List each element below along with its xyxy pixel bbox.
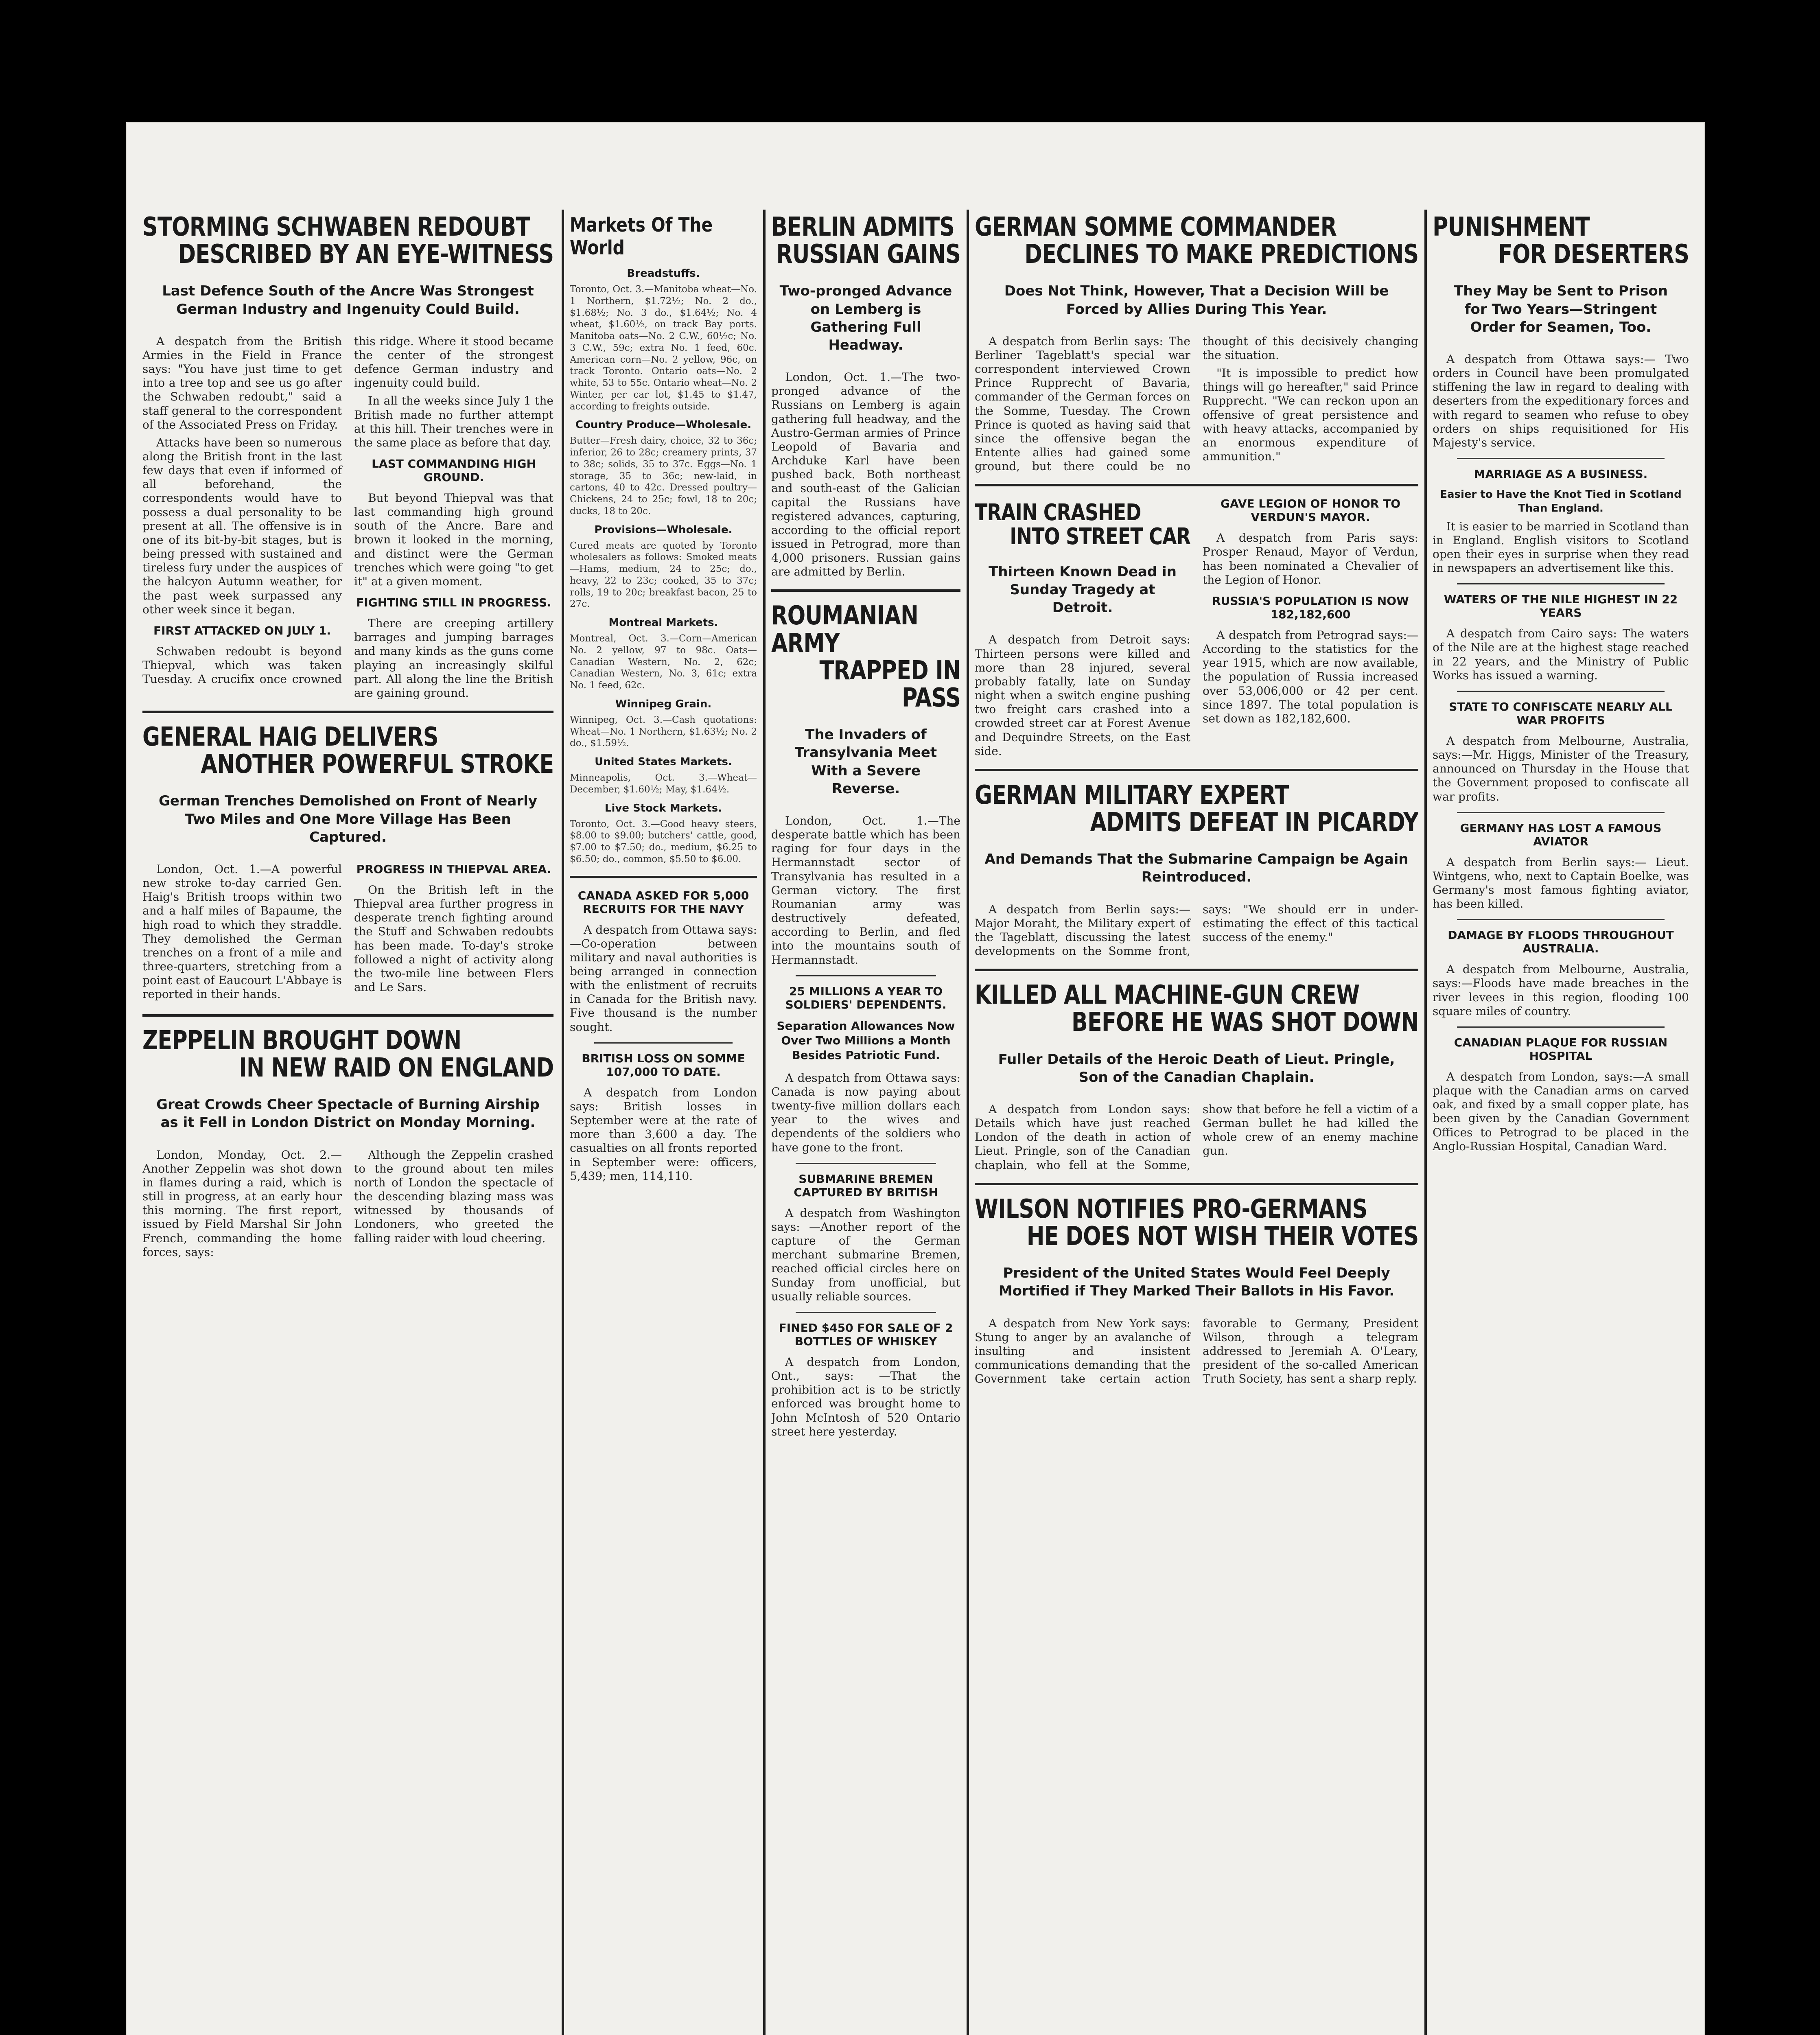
somme-loss-headline: BRITISH LOSS ON SOMME 107,000 TO DATE.: [582, 1051, 745, 1079]
headline-line1: KILLED ALL MACHINE-GUN CREW: [975, 980, 1360, 1011]
paragraph: London, Oct. 1.—The desperate battle which has been raging for four days in the Hermannstadt sector of Transylvania has resulted in a German victory. The first Roumanian army was destructively defeated, according to Berlin, and fled into the mountains south of Hermannstadt.: [771, 814, 960, 967]
schwaben-deck: Last Defence South of the Ancre Was Strongest German Industry and Ingenuity Could Build.: [162, 283, 534, 317]
paragraph: A despatch from London says: British losses in September were at the rate of more than 3,600 a day. The casualties on all fronts reported in September were: officers, 5,439; men, 114,110.: [570, 1085, 757, 1183]
paragraph: A despatch from Cairo says: The waters of the Nile are at the highest stage reached in 22 years, and the Ministry of Public Works has issued a warning.: [1433, 627, 1689, 682]
column-center: [771, 210, 960, 2035]
navy-headline: CANADA ASKED FOR 5,000 RECRUITS FOR THE NAVY: [578, 888, 749, 916]
headline-line2: ANOTHER POWERFUL STROKE: [201, 749, 553, 780]
divider: [771, 589, 960, 592]
paragraph: A despatch from Ottawa says: Canada is now paying about twenty-five million dollars each year to the wives and dependents of the soldiers who have gone to the front.: [771, 1071, 960, 1154]
markets-subhead: United States Markets.: [595, 756, 732, 768]
pringle-headline: [975, 982, 1418, 1036]
roumanian-headline: [771, 602, 960, 712]
headline-line2: RUSSIAN GAINS: [776, 239, 960, 270]
headline-line2: BEFORE HE WAS SHOT DOWN: [1071, 1007, 1418, 1038]
markets-subhead: Breadstuffs.: [627, 267, 700, 280]
paragraph: A despatch from Melbourne, Australia, says:—Mr. Higgs, Minister of the Treasury, announced on Thursday in the House that the Government proposed to confiscate all war profits.: [1433, 734, 1689, 803]
paragraph: A despatch from London says: Details which have just reached London of the death in action of Lieut. Pringle, son of the Canadian chaplain, who fell at the Somme, show that before he fell a victim of a German bullet he had killed the whole crew of an enemy machine gun.: [975, 1103, 1418, 1172]
bremen-headline: SUBMARINE BREMEN CAPTURED BY BRITISH: [794, 1172, 938, 1199]
russia-headline: RUSSIA'S POPULATION IS NOW 182,182,600: [1212, 594, 1409, 621]
headline-line1: PUNISHMENT: [1433, 212, 1590, 242]
markets-subhead: Montreal Markets.: [608, 617, 718, 629]
haig-deck: German Trenches Demolished on Front of Nearly Two Miles and One More Village Has Been Captured.: [158, 793, 538, 845]
zeppelin-deck: Great Crowds Cheer Spectacle of Burning Airship as it Fell in London District on Monday Morning.: [156, 1096, 540, 1131]
paragraph: A despatch from Ottawa says:—Co-operation between military and naval authorities is being arranged in connection with the enlistment of recruits in Canada for the British navy. Five thousand is the number sought.: [570, 923, 757, 1034]
markets-text: Cured meats are quoted by Toronto wholesalers as follows: Smoked meats—Hams, medium, 24 to 25c; do., heavy, 22 to 23c; cooked, 35 to 37c; rolls, 19 to 20c; breakfast bacon, 25 to 27c.: [570, 540, 757, 610]
schwaben-headline: [142, 214, 553, 268]
paragraph: It is easier to be married in Scotland than in England. English visitors to Scotland open their eyes in surprise when they read in newspapers an advertisement like this.: [1433, 519, 1689, 575]
subhead: PROGRESS IN THIEPVAL AREA.: [356, 862, 551, 876]
paragraph: A despatch from Melbourne, Australia, says:—Floods have made breaches in the river levees in this region, flooding 100 square miles of country.: [1433, 963, 1689, 1018]
paragraph: A despatch from London, says:—A small plaque with the Canadian arms on carved oak, and fixed by a small copper plate, has been given by the Canadian Government Offices to Petrograd to be placed in the Anglo-Russian Hospital, Canadian Ward.: [1433, 1070, 1689, 1153]
paragraph: Attacks have been so numerous along the British front in the last few days that even if informed of all beforehand, the correspondents would have to possess a dual personality to be present at all. The offensive is in one of its bit-by-bit stages, but is being pressed with sustained and tireless fury under the auspices of the halcyon Autumn weather, for the past week surpassed any other week since it began.: [142, 435, 342, 616]
headline-line2: INTO STREET CAR: [1010, 523, 1191, 550]
headline-line1: BERLIN ADMITS: [771, 212, 955, 242]
divider: [570, 876, 757, 878]
marriage-deck: Easier to Have the Knot Tied in Scotland Than England.: [1440, 488, 1682, 514]
haig-headline: [142, 724, 553, 778]
profits-headline: STATE TO CONFISCATE NEARLY ALL WAR PROFITS: [1449, 700, 1673, 727]
paragraph: A despatch from Berlin says:— Major Moraht, the Military expert of the Tageblatt, discussing the latest developments on the Somme front, says: "We should err in under-estimating the effect of this tactical success of the enemy.": [975, 902, 1418, 958]
marriage-headline: MARRIAGE AS A BUSINESS.: [1474, 467, 1648, 481]
paragraph: In all the weeks since July 1 the British made no further attempt at this hill. Their trenches were in the same place as before that day.: [354, 394, 553, 449]
divider: [975, 484, 1418, 486]
markets-text: Winnipeg, Oct. 3.—Cash quotations: Wheat—No. 1 Northern, $1.63½; No. 2 do., $1.59½.: [570, 714, 757, 749]
paragraph: London, Monday, Oct. 2.—Another Zeppelin was shot down in flames during a raid, which is still in progress, at an early hour this morning. The first report, issued by Field Marshal Sir John French, commanding the home forces, says:: [142, 1148, 342, 1259]
paragraph: A despatch from Berlin says:— Lieut. Wintgens, who, next to Captain Boelke, was Germany's most famous fighting aviator, has been killed.: [1433, 855, 1689, 911]
expert-headline: [975, 782, 1418, 836]
paragraph: Although the Zeppelin crashed to the ground about ten miles north of London the spectacle of the descending blazing mass was witnessed by thousands of Londoners, who greeted the falling raider with loud cheering.: [354, 1148, 553, 1245]
markets-text: Toronto, Oct. 3.—Manitoba wheat—No. 1 Northern, $1.72½; No. 2 do., $1.68½; No. 3 do., $1.64½; No. 4 wheat, $1.60½, on track Bay ports. Manitoba oats—No. 2 C.W., 60½c; No. 3 C.W., 59c; extra No. 1 feed, 60c. American corn—No. 2 yellow, 96c, on track Toronto. Ontario oats—No. 2 white, 53 to 55c. Ontario wheat—No. 2 Winter, per car lot, $1.45 to $1.47, according to freights outside.: [570, 284, 757, 412]
headline-line2: ADMITS DEFEAT IN PICARDY: [1090, 807, 1418, 838]
headline-line1: GERMAN MILITARY EXPERT: [975, 780, 1289, 810]
divider: [796, 1312, 936, 1313]
subhead: LAST COMMANDING HIGH GROUND.: [372, 457, 536, 484]
expert-body: [975, 903, 1418, 958]
divider: [796, 975, 936, 976]
roumanian-deck: The Invaders of Transylvania Meet With a Severe Reverse.: [794, 726, 937, 797]
haig-body: [142, 862, 553, 1004]
legion-headline: GAVE LEGION OF HONOR TO VERDUN'S MAYOR.: [1220, 497, 1400, 524]
markets-headline: Markets Of The World: [570, 214, 713, 259]
schwaben-body: [142, 335, 553, 700]
divider: [1457, 458, 1665, 459]
divider: [1457, 812, 1665, 813]
train-headline: [975, 501, 1190, 549]
headline-line1: TRAIN CRASHED: [975, 499, 1141, 526]
paragraph: A despatch from Washington says: —Another report of the capture of the German merchant submarine Bremen, reached official circles here on Sunday from unofficial, but usually reliable sources.: [771, 1206, 960, 1303]
headline-line2: FOR DESERTERS: [1498, 239, 1689, 270]
headline-line1: STORMING SCHWABEN REDOUBT: [142, 212, 530, 242]
berlin-deck: Two-pronged Advance on Lemberg is Gathering Full Headway.: [779, 283, 952, 353]
divider: [1457, 919, 1665, 920]
zeppelin-headline: [142, 1027, 553, 1082]
headline-line1: GERMAN SOMME COMMANDER: [975, 212, 1337, 242]
headline-line2: DECLINES TO MAKE PREDICTIONS: [1024, 239, 1418, 270]
headline-line1: WILSON NOTIFIES PRO-GERMANS: [975, 1194, 1367, 1224]
markets-subhead: Provisions—Wholesale.: [594, 523, 733, 536]
wilson-headline: [975, 1196, 1418, 1250]
subhead: FIRST ATTACKED ON JULY 1.: [153, 624, 331, 637]
wilson-body: [975, 1317, 1418, 1388]
commander-body: [975, 335, 1418, 474]
expert-deck: And Demands That the Submarine Campaign be Again Reintroduced.: [984, 851, 1409, 886]
divider: [975, 1183, 1418, 1185]
divider: [594, 1042, 733, 1044]
column-left: [142, 210, 553, 2035]
markets-subhead: Winnipeg Grain.: [615, 698, 712, 710]
paragraph: A despatch from the British Armies in the Field in France says: "You have just time to get into a tree top and see us go after the Schwaben redoubt," said a staff general to the correspondent of the Associated Press on Friday.: [142, 334, 342, 431]
markets-text: Butter—Fresh dairy, choice, 32 to 36c; inferior, 26 to 28c; creamery prints, 37 to 38c; solids, 35 to 37c. Eggs—No. 1 storage, 35 to 36c; new-laid, in cartons, 40 to 42c. Dressed poultry—Chickens, 24 to 25c; fowl, 18 to 20c; ducks, 18 to 20c.: [570, 435, 757, 516]
paragraph: London, Oct. 1.—A powerful new stroke to-day carried Gen. Haig's British troops within two and a half miles of Bapaume, the high road to which they straddle. They demolished the German trenches on a front of a mile and three-quarters, stretching from a point east of Eaucourt L'Abbaye is reported in their hands.: [142, 862, 342, 1001]
dependents-headline: 25 MILLIONS A YEAR TO SOLDIERS' DEPENDENTS.: [785, 984, 947, 1011]
paragraph: A despatch from Detroit says: Thirteen persons were killed and more than 28 injured, several probably fatally, late on Sunday night when a switch engine pushing two freight cars crashed into a crowded street car at Forest Avenue and Dequindre Streets, on the East side.: [975, 633, 1190, 758]
headline-line1: GENERAL HAIG DELIVERS: [142, 722, 438, 753]
divider: [975, 769, 1418, 771]
plaque-headline: CANADIAN PLAQUE FOR RUSSIAN HOSPITAL: [1454, 1035, 1668, 1063]
zeppelin-body: [142, 1148, 553, 1259]
markets-text: Montreal, Oct. 3.—Corn—American No. 2 yellow, 97 to 98c. Oats—Canadian Western, No. 2, 62c; Canadian Western, No. 3, 61c; extra No. 1 feed, 62c.: [570, 633, 757, 691]
divider: [796, 1163, 936, 1164]
paragraph: A despatch from Paris says: Prosper Renaud, Mayor of Verdun, has been nominated a Chevalier of the Legion of Honor.: [1203, 531, 1418, 586]
column-far-right: [1433, 210, 1689, 2035]
paragraph: A despatch from New York says: Stung to anger by an avalanche of insulting and insistent communications demanding that the Government take certain action favorable to Germany, President Wilson, through a telegram addressed to Jeremiah A. O'Leary, president of the so-called American Truth Society, has sent a sharp reply.: [975, 1316, 1418, 1386]
train-section: [975, 497, 1418, 758]
markets-text: Minneapolis, Oct. 3.—Wheat—December, $1.60½; May, $1.64½.: [570, 772, 757, 795]
paragraph: There are creeping artillery barrages and jumping barrages and many kinds as the guns come playing an increasingly skilful part. All along the line the British are gaining ground.: [354, 617, 553, 700]
wilson-deck: President of the United States Would Feel Deeply Mortified if They Marked Their Ballots in His Favor.: [998, 1265, 1395, 1300]
deserters-deck: They May be Sent to Prison for Two Years—Stringent Order for Seamen, Too.: [1454, 283, 1668, 335]
commander-deck: Does Not Think, However, That a Decision Will be Forced by Allies During This Year.: [1004, 283, 1389, 317]
train-deck: Thirteen Known Dead in Sunday Tragedy at Detroit.: [989, 563, 1177, 616]
divider: [1457, 691, 1665, 692]
divider: [975, 969, 1418, 971]
divider: [142, 711, 553, 713]
column-right-wide: [975, 210, 1418, 2035]
paragraph: A despatch from Ottawa says:— Two orders in Council have been promulgated stiffening the law in regard to dealing with deserters from the expeditionary forces and with regard to seamen who refuse to obey orders on ships requisitioned for His Majesty's service.: [1433, 352, 1689, 449]
pringle-body: [975, 1103, 1418, 1172]
headline-line2: TRAPPED IN PASS: [819, 655, 960, 713]
paragraph: On the British left in the Thiepval area further progress in desperate trench fighting around the Stuff and Schwaben redoubts has been made. To-day's stroke followed a night of activity along the two-mile line between Flers and Le Sars.: [354, 883, 553, 994]
paragraph: London, Oct. 1.—The two-pronged advance of the Russians on Lemberg is again gathering full headway, and the Austro-German armies of Prince Leopold of Bavaria and Archduke Karl have been pushed back. Both northeast and south-east of the Galician capital the Russians have registered advances, capturing, according to the official report issued in Petrograd, more than 4,000 prisoners. Russian gains are admitted by Berlin.: [771, 370, 960, 579]
deserters-headline: [1433, 214, 1689, 268]
paragraph: A despatch from London, Ont., says: —That the prohibition act is to be strictly enforced was brought home to John McIntosh of 520 Ontario street here yesterday.: [771, 1355, 960, 1438]
headline-line1: ZEPPELIN BROUGHT DOWN: [142, 1025, 462, 1056]
headline-line2: DESCRIBED BY AN EYE-WITNESS: [178, 239, 553, 270]
commander-headline: [975, 214, 1418, 268]
divider: [1457, 583, 1665, 584]
column-markets: [570, 210, 757, 2035]
divider: [1457, 1026, 1665, 1028]
headline-line2: HE DOES NOT WISH THEIR VOTES: [1026, 1221, 1418, 1252]
paragraph: A despatch from Berlin says: The Berliner Tageblatt's special war correspondent interviewed Crown Prince Rupprecht of Bavaria, commander of the German forces on the Somme, Tuesday. The Crown Prince is quoted as having said that since the offensive began the Entente allies had gained some ground, but there could be no thought of this decisively changing the situation.: [975, 334, 1418, 473]
markets-subhead: Live Stock Markets.: [604, 802, 722, 814]
pringle-deck: Fuller Details of the Heroic Death of Lieut. Pringle, Son of the Canadian Chaplain.: [998, 1051, 1395, 1085]
aviator-headline: GERMANY HAS LOST A FAMOUS AVIATOR: [1460, 821, 1662, 848]
markets-text: Toronto, Oct. 3.—Good heavy steers, $8.00 to $9.00; butchers' cattle, good, $7.00 to $7.50; do., medium, $6.25 to $6.50; do., common, $5.50 to $6.00.: [570, 818, 757, 864]
paragraph: Schwaben redoubt is beyond Thiepval, which was taken Tuesday. A crucifix once crowned this ridge. Where it stood became the center of the strongest defence German industry and ingenuity could build.: [142, 334, 553, 686]
newspaper-page: [126, 122, 1705, 2035]
column-rule: [763, 210, 766, 2035]
berlin-headline: [771, 214, 960, 268]
nile-headline: WATERS OF THE NILE HIGHEST IN 22 YEARS: [1444, 593, 1678, 620]
column-rule: [1424, 210, 1427, 2035]
paragraph: But beyond Thiepval was that last commanding high ground south of the Ancre. Bare and brown it looked in the morning, and distinct were the German trenches which were going "to get it" at a given moment.: [354, 491, 553, 588]
divider: [142, 1014, 553, 1017]
column-rule: [967, 210, 969, 2035]
markets-subhead: Country Produce—Wholesale.: [575, 419, 752, 431]
headline-line2: IN NEW RAID ON ENGLAND: [239, 1053, 553, 1083]
floods-headline: DAMAGE BY FLOODS THROUGHOUT AUSTRALIA.: [1448, 928, 1674, 956]
subhead: FIGHTING STILL IN PROGRESS.: [356, 596, 551, 610]
headline-line1: ROUMANIAN ARMY: [771, 601, 919, 659]
paragraph: A despatch from Petrograd says:— According to the statistics for the year 1915, which are now available, the population of Russia increased over 53,006,000 or 42 per cent. since 1897. The total population is set down as 182,182,600.: [1203, 628, 1418, 725]
whiskey-headline: FINED $450 FOR SALE OF 2 BOTTLES OF WHISKEY: [779, 1321, 953, 1348]
paragraph: "It is impossible to predict how things will go hereafter," said Prince Rupprecht. "We can reckon upon an offensive of great persistence and with heavy attacks, accompanied by an enormous expenditure of ammunition.": [1203, 366, 1418, 463]
dependents-deck: Separation Allowances Now Over Two Millions a Month Besides Patriotic Fund.: [777, 1019, 955, 1062]
column-rule: [562, 210, 564, 2035]
